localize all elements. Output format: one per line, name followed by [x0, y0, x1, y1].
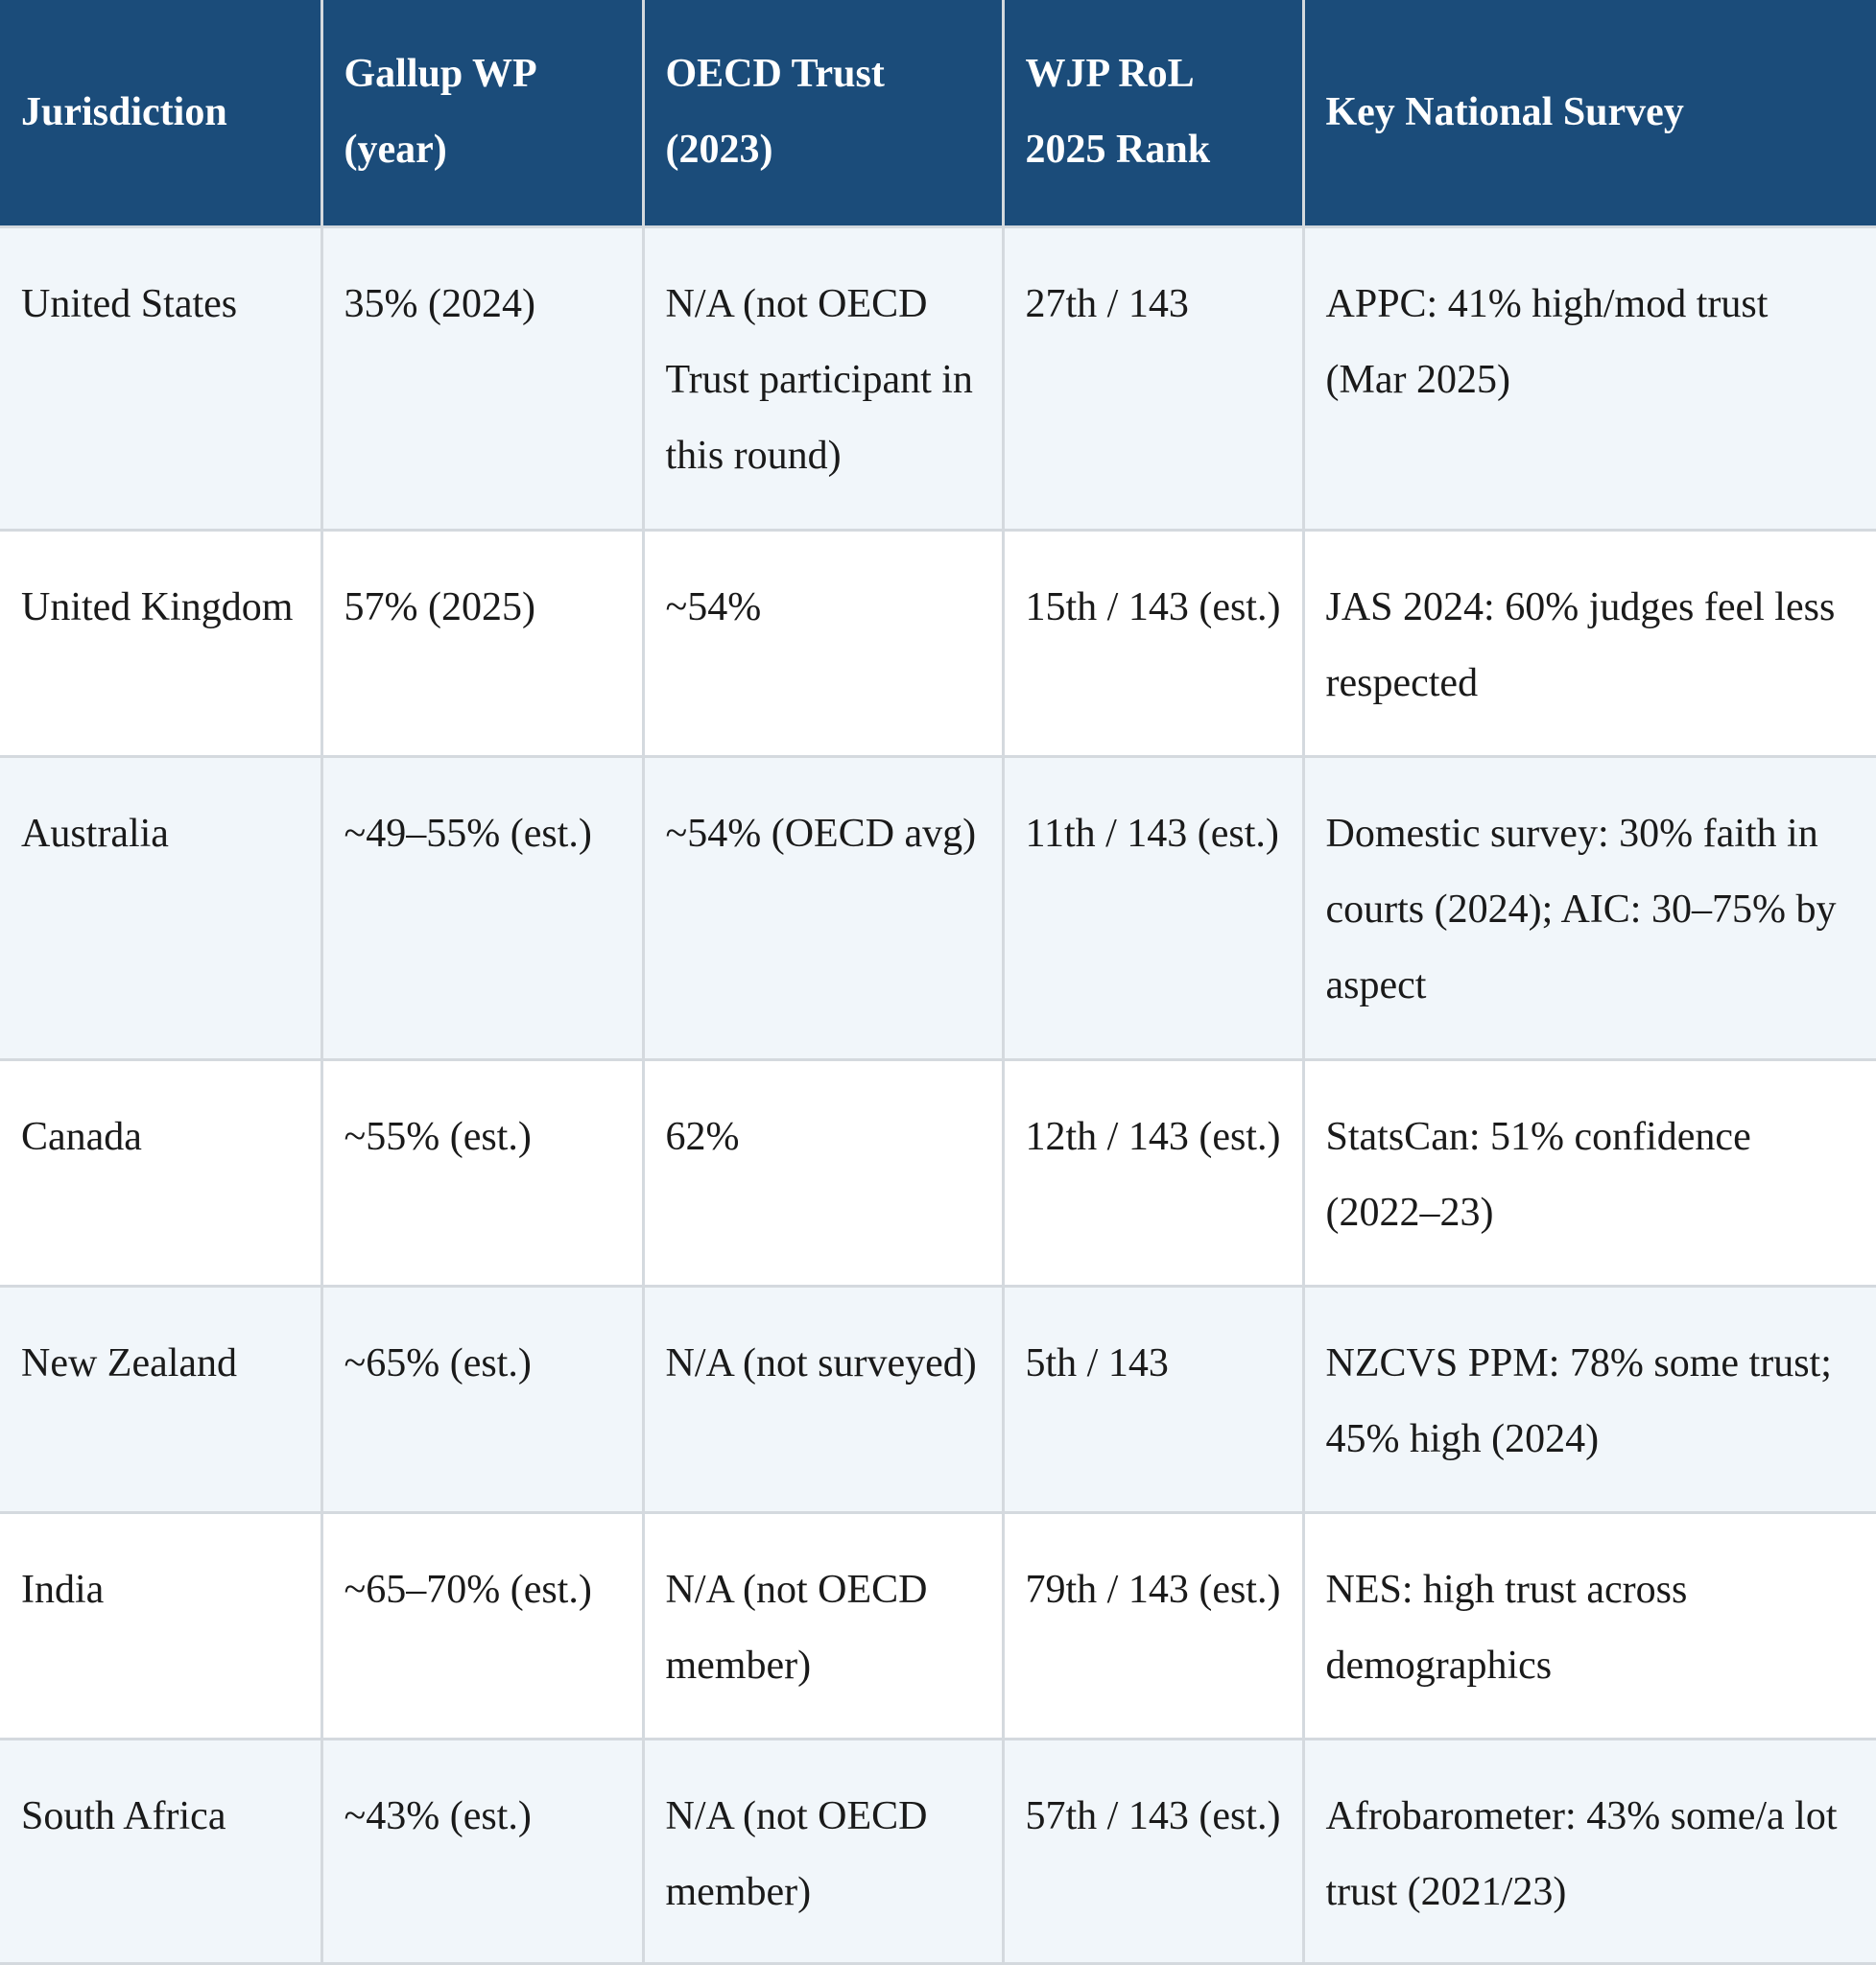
- cell-survey: JAS 2024: 60% judges feel less respected: [1303, 530, 1876, 756]
- cell-survey: Domestic survey: 30% faith in courts (2024); AIC: 30–75% by aspect: [1303, 756, 1876, 1059]
- cell-jurisdiction: South Africa: [0, 1739, 321, 1963]
- table-row: [0, 226, 1876, 530]
- cell-jurisdiction: Canada: [0, 1059, 321, 1286]
- header-jurisdiction: Jurisdiction: [0, 0, 321, 226]
- cell-survey: APPC: 41% high/mod trust (Mar 2025): [1303, 226, 1876, 530]
- cell-wjp: 5th / 143: [1003, 1286, 1303, 1512]
- cell-jurisdiction: Australia: [0, 756, 321, 1059]
- table-body: [0, 226, 1876, 1963]
- cell-oecd: ~54% (OECD avg): [643, 756, 1003, 1059]
- cell-gallup: ~43% (est.): [321, 1739, 643, 1963]
- cell-wjp: 12th / 143 (est.): [1003, 1059, 1303, 1286]
- cell-oecd: N/A (not surveyed): [643, 1286, 1003, 1512]
- cell-survey: Afrobarometer: 43% some/a lot trust (2021/23): [1303, 1739, 1876, 1963]
- table-row: [0, 1739, 1876, 1963]
- cell-gallup: ~55% (est.): [321, 1059, 643, 1286]
- header-survey: Key National Survey: [1303, 0, 1876, 226]
- cell-oecd: N/A (not OECD member): [643, 1512, 1003, 1739]
- cell-gallup: ~65–70% (est.): [321, 1512, 643, 1739]
- cell-jurisdiction: India: [0, 1512, 321, 1739]
- cell-wjp: 79th / 143 (est.): [1003, 1512, 1303, 1739]
- cell-survey: NZCVS PPM: 78% some trust; 45% high (2024): [1303, 1286, 1876, 1512]
- header-wjp: WJP RoL 2025 Rank: [1003, 0, 1303, 226]
- cell-wjp: 57th / 143 (est.): [1003, 1739, 1303, 1963]
- cell-oecd: N/A (not OECD Trust participant in this round): [643, 226, 1003, 530]
- cell-jurisdiction: New Zealand: [0, 1286, 321, 1512]
- cell-jurisdiction: United States: [0, 226, 321, 530]
- cell-jurisdiction: United Kingdom: [0, 530, 321, 756]
- header-gallup: Gallup WP (year): [321, 0, 643, 226]
- header-row: [0, 0, 1876, 226]
- cell-survey: StatsCan: 51% confidence (2022–23): [1303, 1059, 1876, 1286]
- cell-oecd: ~54%: [643, 530, 1003, 756]
- cell-gallup: 57% (2025): [321, 530, 643, 756]
- table-row: [0, 756, 1876, 1059]
- header-oecd: OECD Trust (2023): [643, 0, 1003, 226]
- cell-survey: NES: high trust across demographics: [1303, 1512, 1876, 1739]
- table-header: [0, 0, 1876, 226]
- cell-wjp: 15th / 143 (est.): [1003, 530, 1303, 756]
- cell-wjp: 11th / 143 (est.): [1003, 756, 1303, 1059]
- cell-oecd: N/A (not OECD member): [643, 1739, 1003, 1963]
- table-row: [0, 1059, 1876, 1286]
- table-row: [0, 530, 1876, 756]
- table-row: [0, 1286, 1876, 1512]
- cell-gallup: ~49–55% (est.): [321, 756, 643, 1059]
- cell-gallup: ~65% (est.): [321, 1286, 643, 1512]
- cell-gallup: 35% (2024): [321, 226, 643, 530]
- table-row: [0, 1512, 1876, 1739]
- cell-oecd: 62%: [643, 1059, 1003, 1286]
- cell-wjp: 27th / 143: [1003, 226, 1303, 530]
